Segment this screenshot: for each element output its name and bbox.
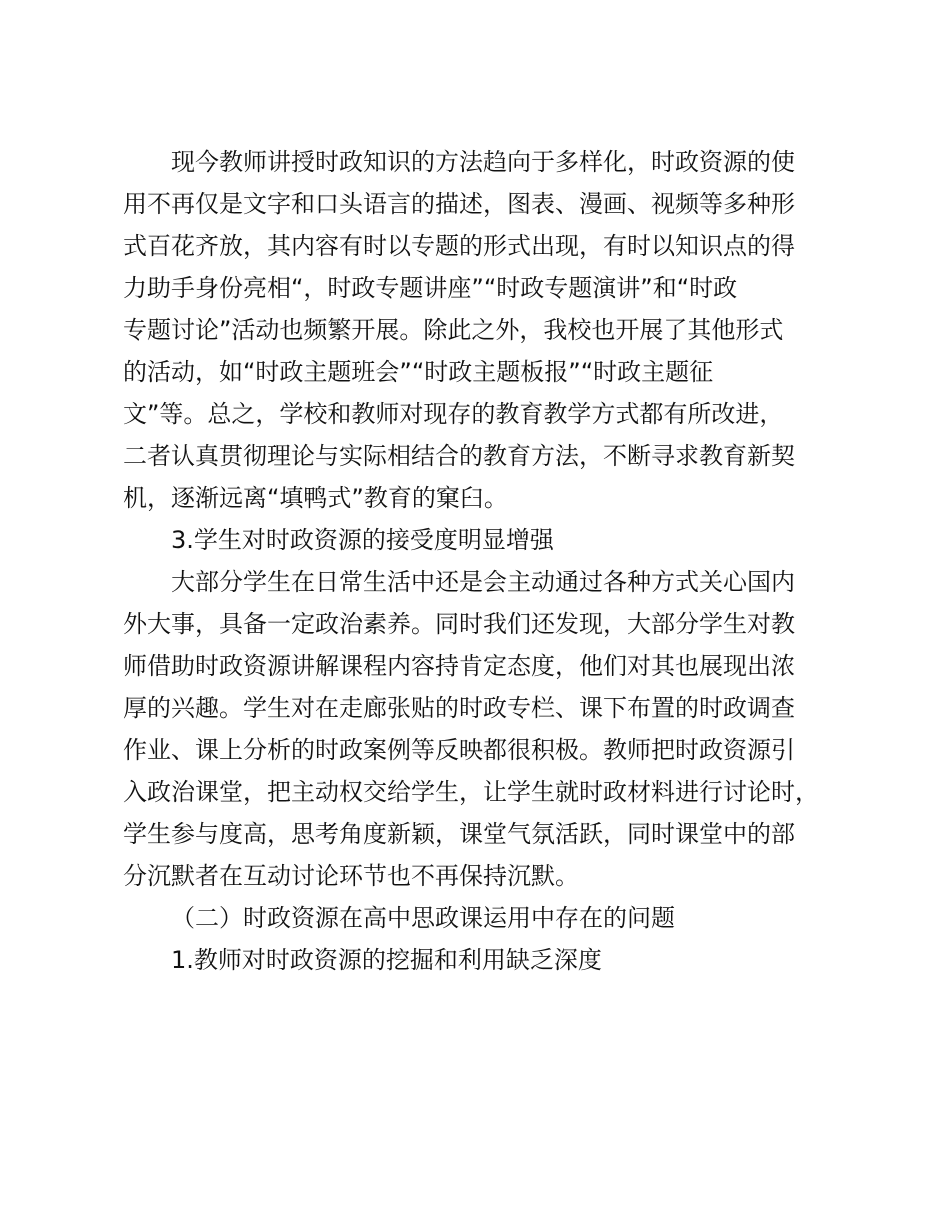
paragraph-line: 厚的兴趣。学生对在走廊张贴的时政专栏、课下布置的时政调查 [123,694,795,722]
paragraph-line: 作业、课上分析的时政案例等反映都很积极。教师把时政资源引 [123,736,795,764]
paragraph-line: 大部分学生在日常生活中还是会主动通过各种方式关心国内 [171,568,795,596]
paragraph-line: 机，逐渐远离“填鸭式”教育的窠臼。 [123,484,508,512]
paragraph-line: 力助手身份亮相“，时政专题讲座”“时政专题演讲”和“时政 [123,274,738,302]
paragraph-line: 外大事，具备一定政治素养。同时我们还发现，大部分学生对教 [123,610,795,638]
paragraph-line: 学生参与度高，思考角度新颖，课堂气氛活跃，同时课堂中的部 [123,820,795,848]
paragraph-line: 用不再仅是文字和口头语言的描述，图表、漫画、视频等多种形 [123,190,795,218]
paragraph-line: 专题讨论”活动也频繁开展。除此之外，我校也开展了其他形式 [123,316,784,344]
paragraph-line: 式百花齐放，其内容有时以专题的形式出现，有时以知识点的得 [123,232,795,260]
section-heading: （二）时政资源在高中思政课运用中存在的问题 [171,904,675,932]
paragraph-line: 文”等。总之，学校和教师对现存的教育教学方式都有所改进， [123,400,784,428]
paragraph-line: 分沉默者在互动讨论环节也不再保持沉默。 [123,862,579,890]
section-heading: 3.学生对时政资源的接受度明显增强 [171,526,554,554]
paragraph-line: 的活动，如“时政主题班会”“时政主题板报”“时政主题征 [123,358,714,386]
paragraph-line: 现今教师讲授时政知识的方法趋向于多样化，时政资源的使 [171,148,795,176]
paragraph-line: 师借助时政资源讲解课程内容持肯定态度，他们对其也展现出浓 [123,652,795,680]
paragraph-line: 二者认真贯彻理论与实际相结合的教育方法，不断寻求教育新契 [123,442,795,470]
paragraph-line: 入政治课堂，把主动权交给学生，让学生就时政材料进行讨论时， [123,778,819,806]
subsection-heading: 1.教师对时政资源的挖掘和利用缺乏深度 [171,946,602,974]
document-body [123,141,823,981]
